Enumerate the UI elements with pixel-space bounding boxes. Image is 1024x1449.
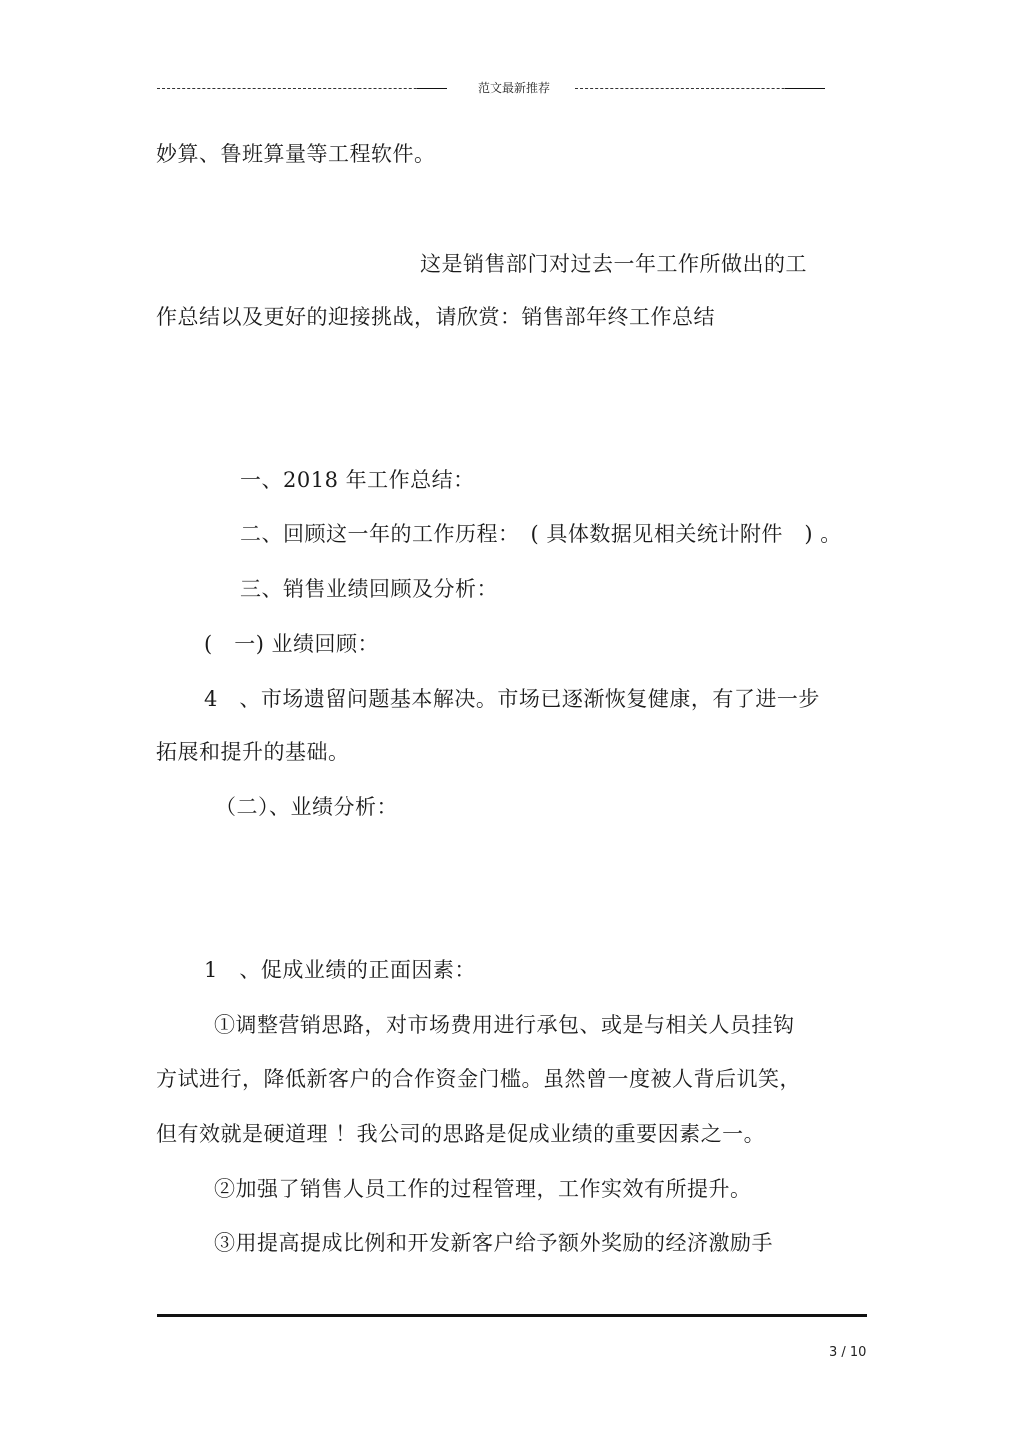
subsection-heading: （二）、业绩分析： [215,795,398,819]
text-line: 但有效就是硬道理 ！我公司的思路是促成业绩的重要因素之一。 [156,1122,766,1146]
header-title: 范文最新推荐 [478,81,551,95]
footer-rule [157,1314,867,1317]
text-line: 这是销售部门对过去一年工作所做出的工 [420,252,807,276]
text-line: ②加强了销售人员工作的过程管理，工作实效有所提升。 [214,1177,752,1201]
subsection-heading: ( 一) 业绩回顾： [204,632,380,656]
section-heading: 一、2018 年工作总结： [240,468,475,492]
text-line: ①调整营销思路，对市场费用进行承包、或是与相关人员挂钩 [214,1013,795,1037]
text-line: 4 、市场遗留问题基本解决。市场已逐渐恢复健康，有了进一步 [204,687,820,711]
section-heading: 三、销售业绩回顾及分析： [240,577,498,601]
text-line: 1 、促成业绩的正面因素： [204,958,476,982]
page-header [157,78,825,98]
header-rule-left [157,88,447,89]
section-heading: 二、回顾这一年的工作历程： ( 具体数据见相关统计附件 ) 。 [240,522,842,546]
text-line: 作总结以及更好的迎接挑战，请欣赏：销售部年终工作总结 [156,305,715,329]
text-line: 妙算、鲁班算量等工程软件。 [156,142,436,166]
text-line: 拓展和提升的基础。 [156,740,350,764]
page-number: 3 / 10 [829,1345,867,1360]
text-line: ③用提高提成比例和开发新客户给予额外奖励的经济激励手 [214,1231,773,1255]
header-rule-right [575,88,825,89]
text-line: 方试进行，降低新客户的合作资金门槛。虽然曾一度被人背后讥笑， [156,1067,801,1091]
